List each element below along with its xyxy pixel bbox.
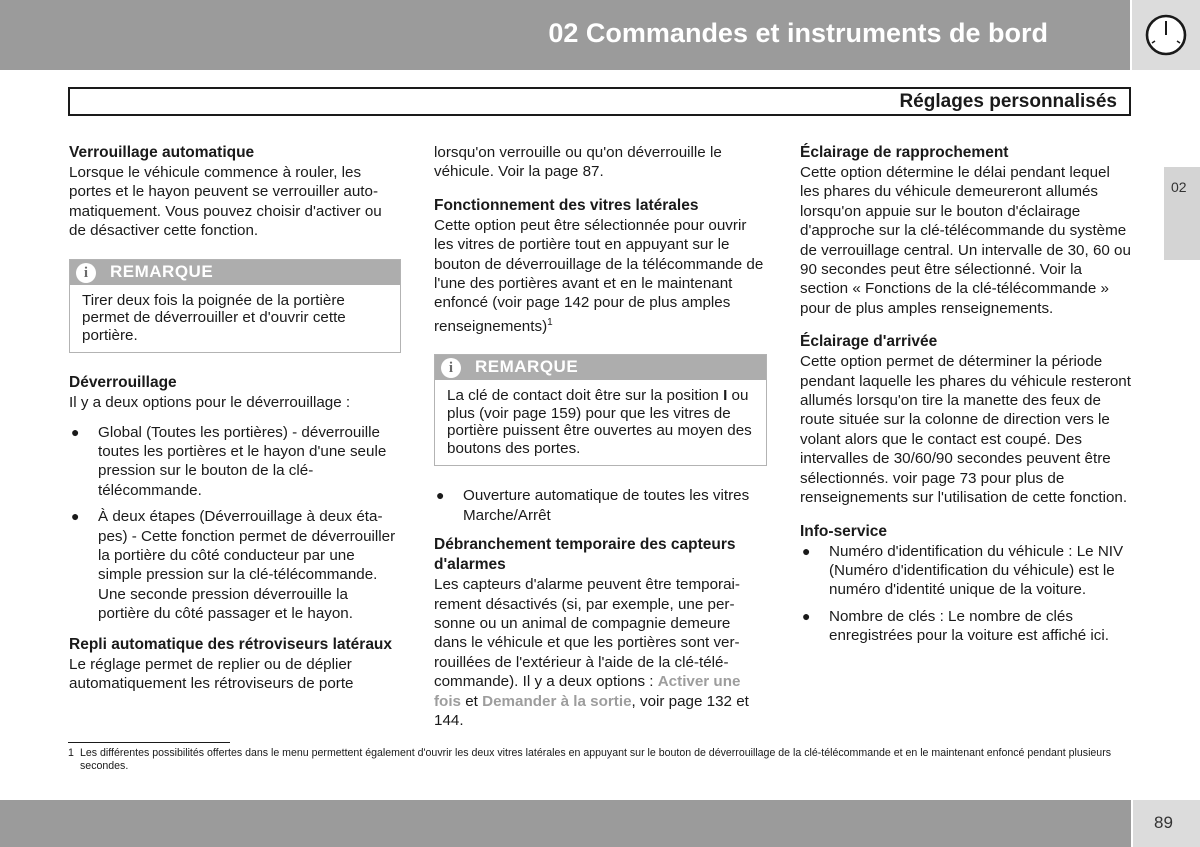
note-text-a: La clé de contact doit être sur la position — [447, 387, 724, 405]
bullet-icon: ● — [802, 607, 811, 624]
footnote-text: Les différentes possibilités offertes dans le menu permettent également d'ouvrir les deux vitres latérales en appuyant sur le bouton de déverrouillage de la clé-télécommande et en le maintenant enfoncé pendant plusieurs secondes. — [80, 747, 1112, 772]
heading-repli: Repli automatique des rétroviseurs latéraux — [69, 635, 393, 653]
text-debranchement-body: Les capteurs d'alarme peuvent être temporairement désactivés (si, par exemple, une personne ou un animal de compagnie demeure dans le véhicule et que les portières sont verrouillées de l'extérieur à l'aide de la clé-télécommande). Il y a deux options : — [434, 576, 740, 691]
heading-info-service: Info-service — [800, 522, 888, 540]
chapter-tab-label: 02 — [1171, 179, 1187, 195]
bullet-list — [434, 486, 767, 525]
heading-debranchement: Débranchement temporaire des capteurs d'alarmes — [434, 536, 736, 574]
info-icon: i — [76, 263, 96, 283]
bullet-icon: ● — [71, 423, 80, 440]
bullet-icon: ● — [436, 487, 445, 504]
note-box — [434, 354, 767, 466]
note-label: REMARQUE — [475, 357, 579, 377]
bullet-icon: ● — [71, 508, 80, 525]
heading-arrivee: Éclairage d'arrivée — [800, 333, 938, 351]
list-item-text: Nombre de clés : Le nombre de clés enregistrées pour la voiture est affiché ici. — [829, 607, 1109, 645]
footnote-rule — [68, 742, 230, 743]
info-icon: i — [441, 358, 461, 378]
text-vitres-body: Cette option peut être sélectionnée pour ouvrir les vitres de portière tout en appuyant sur le bouton de déverrouillage de la télécommande de l'une des portières avant et en le maintenant enfoncé (voir page 142 pour de plus amples renseignements) — [434, 216, 764, 335]
text-continuation: lorsqu'on verrouille ou qu'on déverrouille le véhicule. Voir la page 87. — [434, 144, 722, 181]
column-3 — [800, 143, 1132, 653]
bullet-list — [800, 542, 1132, 646]
text-repli: Le réglage permet de replier ou de déplier automatiquement les rétroviseurs de porte — [69, 655, 354, 692]
header-bar — [0, 0, 1130, 70]
list-item-text: Global (Toutes les portières) - déverrouille toutes les portières et le hayon d'une seule pression sur le bouton de la clé-télécommande. — [98, 423, 387, 499]
note-text — [435, 380, 766, 465]
column-1 — [69, 143, 401, 693]
bullet-icon: ● — [802, 542, 811, 559]
text-debranchement — [434, 575, 767, 730]
footnote-mark: 1 — [68, 747, 74, 759]
heading-deverrouillage: Déverrouillage — [69, 374, 177, 392]
text-arrivee: Cette option permet de déterminer la période pendant laquelle les phares du véhicule resteront allumés lorsqu'on tire la manette des feux de route située sur la colonne de direction vers le volant alors que le contact est coupé. Des intervalles de 30/60/90 secondes peuvent être sélectionnés. voir page 73 pour plus de renseignements sur l'utilisation de cette fonction. — [800, 353, 1131, 507]
bullet-list — [69, 423, 401, 624]
chapter-title: 02 Commandes et instruments de bord — [548, 18, 1048, 48]
option-activer-une-fois: Activer une fois — [434, 673, 741, 710]
list-item — [434, 486, 767, 525]
note-header — [70, 260, 400, 285]
column-2 — [434, 143, 767, 730]
list-item — [69, 507, 401, 623]
gauge-box — [1132, 0, 1200, 70]
list-item-text: Numéro d'identification du véhicule : Le NIV (Numéro d'identification du véhicule) est le numéro d'identité unique de la voiture. — [829, 542, 1124, 599]
list-item-text: Ouverture automatique de toutes les vitres Marche/Arrêt — [463, 487, 750, 524]
page-number-box — [1133, 800, 1200, 847]
note-label: REMARQUE — [110, 261, 214, 281]
text-verrouillage: Lorsque le véhicule commence à rouler, les portes et le hayon peuvent se verrouiller automatiquement. Vous pouvez choisir d'activer ou de désactiver cette fonction. — [69, 164, 382, 240]
text-vitres — [434, 216, 767, 337]
option-demander-a-la-sortie: Demander à la sortie — [482, 692, 632, 710]
list-item-text: À deux étapes (Déverrouillage à deux étapes) - Cette fonction permet de déverrouiller la portière du côté conducteur par une simple pression sur la clé-télécommande. Une seconde pression déverrouille la portière du côté passager et le hayon. — [98, 508, 396, 623]
chapter-tab — [1164, 167, 1200, 260]
note-header — [435, 355, 766, 380]
footnote-ref: 1 — [547, 316, 553, 328]
heading-rapprochement: Éclairage de rapprochement — [800, 144, 1009, 161]
text-and: et — [461, 692, 483, 710]
page-number: 89 — [1154, 813, 1173, 832]
heading-vitres: Fonctionnement des vitres latérales — [434, 196, 699, 214]
footer-bar — [0, 800, 1131, 847]
text-rapprochement: Cette option détermine le délai pendant lequel les phares du véhicule demeureront allumés lorsqu'on appuie sur le bouton d'éclairage d'approche sur la clé-télécommande du système de verrouillage central. Un intervalle de 30, 60 ou 90 secondes peut être sélectionné. Voir la section « Fonctions de la clé-télécommande » pour de plus amples renseignements. — [800, 164, 1131, 317]
text-deverrouillage: Il y a deux options pour le déverrouillage : — [69, 394, 351, 412]
list-item — [69, 423, 401, 501]
gauge-icon — [1145, 14, 1187, 56]
section-heading-box — [68, 87, 1131, 116]
note-text: Tirer deux fois la poignée de la portière permet de déverrouiller et d'ouvrir cette portière. — [82, 291, 346, 344]
heading-verrouillage: Verrouillage automatique — [69, 144, 255, 161]
list-item — [800, 607, 1132, 646]
note-position: I — [723, 387, 728, 405]
note-text-b: ou plus (voir page 159) pour que les vitres de portière puissent être ouvertes au moyen des boutons des portes. — [447, 387, 752, 457]
section-title: Réglages personnalisés — [899, 91, 1117, 112]
list-item — [800, 542, 1132, 600]
text-debranchement-end: , voir page 132 et 144. — [434, 692, 749, 729]
note-box — [69, 259, 401, 354]
footnote — [68, 747, 1138, 773]
